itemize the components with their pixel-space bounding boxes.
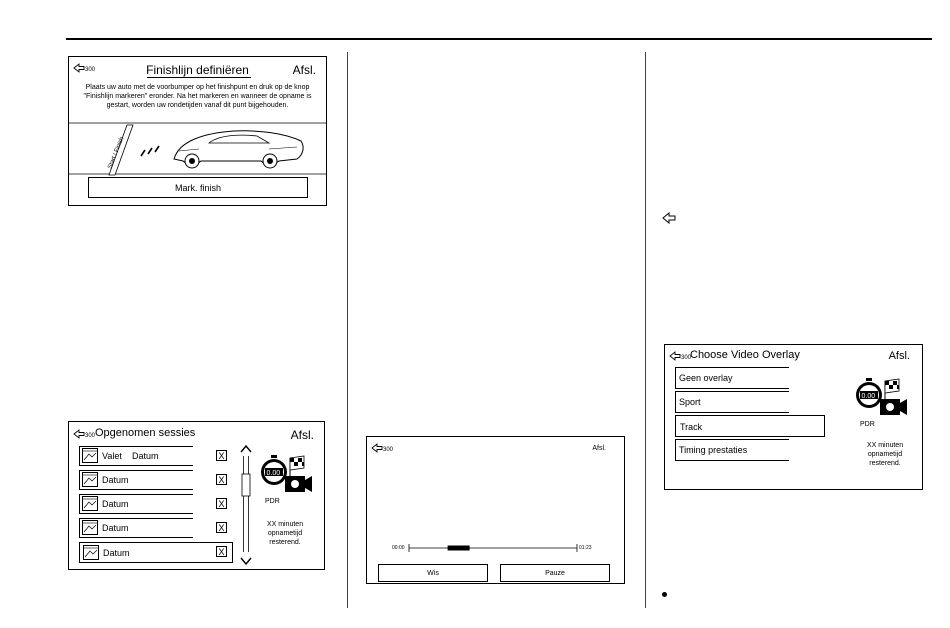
session-row[interactable] — [79, 470, 193, 490]
svg-text:300: 300 — [85, 67, 95, 73]
done-button[interactable]: Afsl. — [888, 350, 910, 362]
delete-session-button[interactable]: X — [216, 450, 227, 461]
remaining-time-text: XX minuten opnametijd resterend. — [266, 521, 304, 546]
video-overlay-screen — [664, 344, 923, 490]
scroll-up-icon — [241, 446, 251, 452]
overlay-option-label: Timing prestaties — [679, 445, 748, 455]
svg-text:0.00: 0.00 — [861, 393, 876, 400]
column-divider-1 — [347, 52, 348, 608]
svg-text:300: 300 — [681, 355, 691, 361]
stopwatch-icon — [856, 378, 882, 408]
pdr-logo-icon — [260, 454, 316, 496]
remaining-time-text: XX minuten opnametijd resterend. — [866, 442, 904, 467]
overlay-option-track-selected[interactable] — [675, 415, 825, 437]
stopwatch-icon — [261, 455, 287, 485]
delete-session-button[interactable]: X — [216, 498, 227, 509]
time-start: 00:00 — [392, 545, 405, 551]
delete-session-button[interactable]: X — [216, 546, 227, 557]
session-row[interactable] — [79, 518, 193, 538]
film-icon — [82, 448, 98, 463]
column-divider-2 — [645, 52, 646, 608]
session-date: Datum — [103, 548, 130, 558]
playback-position-marker — [448, 546, 470, 551]
svg-text:0.00: 0.00 — [266, 470, 281, 477]
start-finish-label: Start / Finish — [107, 136, 126, 170]
camera-icon — [880, 399, 907, 415]
session-date: Datum — [102, 499, 129, 509]
session-row[interactable] — [79, 494, 193, 514]
title-underline — [147, 77, 251, 78]
overlay-option-label: Track — [680, 422, 703, 432]
checkered-flag-icon — [290, 456, 304, 478]
overlay-option-label: Sport — [679, 397, 701, 407]
done-button[interactable]: Afsl. — [290, 428, 314, 442]
scroll-down-icon — [241, 558, 251, 564]
mark-finish-button[interactable]: Mark. finish — [88, 177, 308, 198]
back-arrow-icon[interactable] — [371, 443, 393, 453]
pdr-label: PDR — [860, 421, 875, 428]
delete-session-button[interactable]: X — [216, 474, 227, 485]
back-arrow-icon[interactable] — [73, 429, 95, 439]
camera-icon — [285, 476, 312, 492]
done-button[interactable]: Afsl. — [292, 63, 316, 77]
finish-line-screen — [68, 56, 327, 206]
clear-button[interactable]: Wis — [378, 564, 488, 582]
back-arrow-icon[interactable] — [669, 351, 691, 361]
overlay-option-timing[interactable] — [675, 439, 789, 461]
film-icon — [82, 520, 98, 535]
video-playback-screen — [366, 436, 625, 584]
session-date: Datum — [132, 451, 159, 461]
session-name: Valet — [102, 451, 122, 461]
overlay-option-sport[interactable] — [675, 391, 789, 413]
time-end: 01:23 — [579, 545, 592, 551]
playback-timeline[interactable] — [407, 543, 579, 553]
instruction-text: Plaats uw auto met de voorbumper op het finishpunt en druk op de knop "Finishlijn markeren" eronder. Na het markeren en wanneer de opname is gestart, worden uw rondetijden vanaf dit punt bijgehouden. — [83, 84, 312, 109]
delete-session-button[interactable]: X — [216, 522, 227, 533]
page-top-rule — [66, 38, 932, 40]
session-date: Datum — [102, 475, 129, 485]
session-row[interactable] — [79, 446, 193, 466]
film-icon — [83, 545, 99, 560]
film-icon — [82, 472, 98, 487]
page-title: Opgenomen sessies — [95, 427, 196, 439]
pdr-label: PDR — [265, 498, 280, 505]
session-row-selected[interactable] — [79, 542, 233, 563]
done-button[interactable]: Afsl. — [592, 445, 606, 452]
page-title: Choose Video Overlay — [690, 349, 800, 361]
checkered-flag-icon — [885, 379, 899, 401]
start-finish-sign — [101, 136, 141, 170]
bullet-icon — [662, 592, 667, 597]
back-arrow-icon — [662, 212, 676, 224]
overlay-option-none[interactable] — [675, 367, 789, 389]
recorded-sessions-screen — [68, 421, 325, 570]
page-title: Finishlijn definiëren — [146, 63, 249, 77]
overlay-option-label: Geen overlay — [679, 373, 733, 383]
pause-button[interactable]: Pauze — [500, 564, 610, 582]
svg-text:300: 300 — [383, 447, 393, 453]
film-icon — [82, 496, 98, 511]
scrollbar[interactable] — [239, 444, 253, 566]
scroll-thumb — [242, 474, 250, 496]
pdr-logo-icon — [855, 377, 911, 419]
svg-text:300: 300 — [85, 433, 95, 439]
session-date: Datum — [102, 523, 129, 533]
